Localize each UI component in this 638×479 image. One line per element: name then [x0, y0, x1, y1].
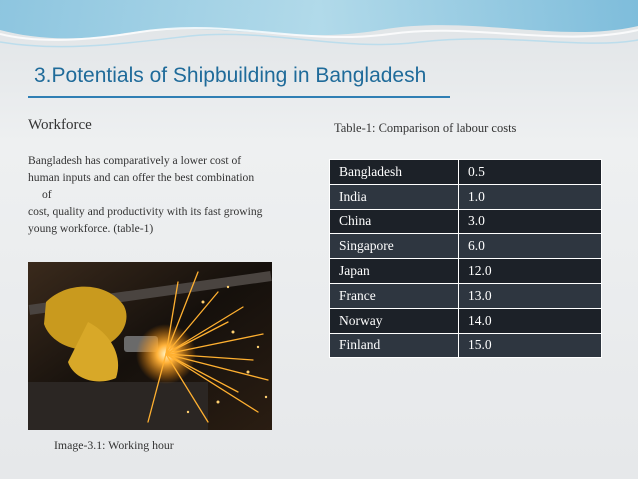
value-cell: 3.0	[459, 209, 602, 234]
labour-cost-table	[329, 159, 602, 358]
table-row	[330, 160, 602, 185]
table-row	[330, 259, 602, 284]
title-underline	[28, 96, 450, 98]
country-cell: China	[330, 209, 459, 234]
table-row	[330, 283, 602, 308]
value-cell: 12.0	[459, 259, 602, 284]
country-cell: Finland	[330, 333, 459, 358]
body-line: Bangladesh has comparatively a lower cost of	[28, 154, 242, 167]
country-cell: France	[330, 283, 459, 308]
body-line: human inputs and can offer the best combination	[28, 171, 255, 184]
header-wave-decoration	[0, 0, 638, 70]
page-title: 3.Potentials of Shipbuilding in Bangladesh	[34, 64, 427, 87]
value-cell: 1.0	[459, 184, 602, 209]
country-cell: Norway	[330, 308, 459, 333]
image-caption: Image-3.1: Working hour	[54, 438, 174, 452]
country-cell: Bangladesh	[330, 160, 459, 185]
table-row	[330, 308, 602, 333]
table-row	[330, 234, 602, 259]
body-line: cost, quality and productivity with its fast growing	[28, 205, 263, 218]
welder-photo	[28, 262, 272, 430]
value-cell: 13.0	[459, 283, 602, 308]
country-cell: Japan	[330, 259, 459, 284]
body-line: young workforce. (table-1)	[28, 222, 154, 235]
table-row	[330, 333, 602, 358]
welding-sparks-image	[28, 262, 272, 430]
country-cell: Singapore	[330, 234, 459, 259]
body-text	[28, 152, 318, 237]
value-cell: 14.0	[459, 308, 602, 333]
value-cell: 0.5	[459, 160, 602, 185]
country-cell: India	[330, 184, 459, 209]
table-row	[330, 209, 602, 234]
value-cell: 15.0	[459, 333, 602, 358]
table-row	[330, 184, 602, 209]
section-heading: Workforce	[28, 117, 92, 133]
value-cell: 6.0	[459, 234, 602, 259]
body-line: of	[42, 188, 52, 201]
table-title: Table-1: Comparison of labour costs	[334, 121, 517, 135]
